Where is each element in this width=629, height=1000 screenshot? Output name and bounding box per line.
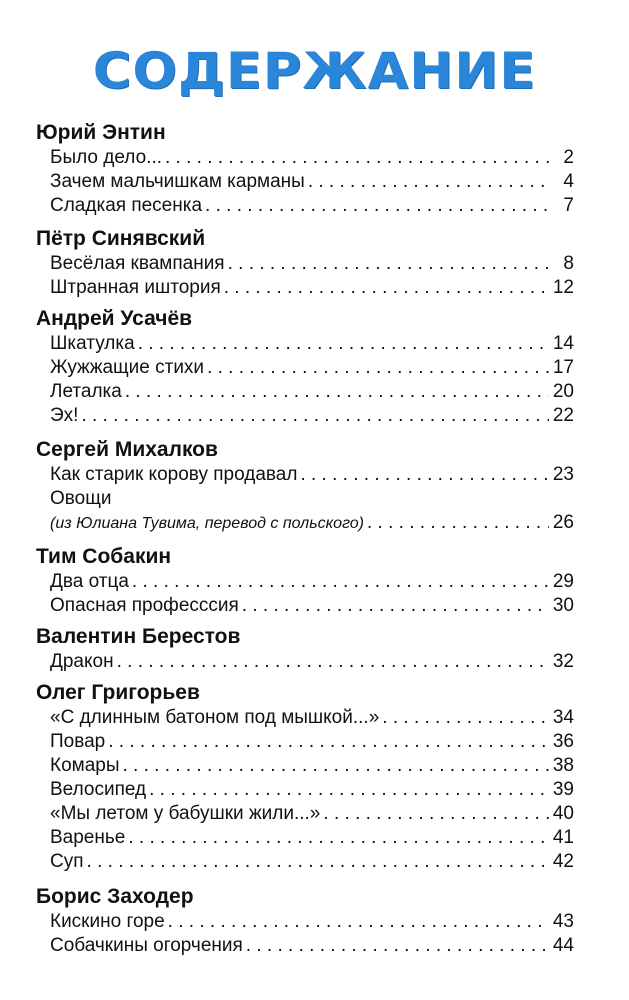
- author-name: Пётр Синявский: [36, 227, 206, 250]
- entry-title: «Мы летом у бабушки жили...»: [50, 803, 321, 824]
- page-number: 2: [563, 147, 574, 168]
- entry-title: Сладкая песенка: [50, 195, 203, 216]
- page-number: 4: [563, 171, 574, 192]
- entry-title: Шкатулка: [50, 333, 135, 354]
- entry-title: Дракон: [50, 651, 114, 672]
- entry-title: Было дело...: [50, 147, 162, 168]
- toc-entry[interactable]: [50, 252, 574, 276]
- leader-dots: [224, 276, 549, 300]
- entry-title: Суп: [50, 851, 84, 872]
- toc-entry[interactable]: [50, 332, 574, 356]
- leader-dots: [205, 194, 549, 218]
- leader-dots: [207, 356, 549, 380]
- leader-dots: [128, 826, 549, 850]
- toc-entry[interactable]: [50, 276, 574, 300]
- leader-dots: [123, 754, 550, 778]
- leader-dots: [228, 252, 549, 276]
- entry-title: Повар: [50, 731, 106, 752]
- leader-dots: [246, 934, 549, 958]
- entry-title: Опасная професссия: [50, 595, 239, 616]
- leader-dots: [323, 802, 549, 826]
- toc-entry[interactable]: [50, 356, 574, 380]
- toc-entry[interactable]: [50, 826, 574, 850]
- leader-dots: [125, 380, 549, 404]
- page-number: 40: [552, 803, 574, 824]
- leader-dots: [117, 650, 549, 674]
- page-number: 43: [552, 911, 574, 932]
- author-name: Андрей Усачёв: [36, 307, 193, 330]
- leader-dots: [108, 730, 549, 754]
- toc-entry[interactable]: [50, 778, 574, 802]
- author-name: Валентин Берестов: [36, 625, 241, 648]
- entry-title: Эх!: [50, 405, 79, 426]
- leader-dots: [81, 404, 549, 428]
- toc-entry[interactable]: [50, 594, 574, 618]
- author-name: Юрий Энтин: [36, 121, 166, 144]
- page-number: 39: [552, 779, 574, 800]
- toc-entry[interactable]: [50, 570, 574, 594]
- entry-title: Как старик корову продавал: [50, 464, 298, 485]
- author-name: Борис Заходер: [36, 885, 194, 908]
- page-number: 38: [552, 755, 574, 776]
- toc-entry[interactable]: [50, 910, 574, 934]
- page-number: 42: [552, 851, 574, 872]
- leader-dots: [382, 706, 549, 730]
- entry-note: (из Юлиана Тувима, перевод с польского): [50, 515, 364, 532]
- entry-title: Кискино горе: [50, 911, 165, 932]
- leader-dots: [132, 570, 549, 594]
- toc-entry[interactable]: [50, 146, 574, 170]
- toc-entry[interactable]: [50, 730, 574, 754]
- toc-entry[interactable]: [50, 463, 574, 487]
- leader-dots: [242, 594, 549, 618]
- entry-title: Штранная иштория: [50, 277, 221, 298]
- toc-section: [0, 624, 629, 674]
- entry-title-line[interactable]: Овощи: [50, 488, 112, 509]
- leader-dots: [138, 332, 549, 356]
- author-name: Сергей Михалков: [36, 438, 218, 461]
- page-number: 30: [552, 595, 574, 616]
- page-number: 41: [552, 827, 574, 848]
- entry-title: «С длинным батоном под мышкой...»: [50, 707, 380, 728]
- entry-title: Леталка: [50, 381, 122, 402]
- entry-title: Зачем мальчишкам карманы: [50, 171, 305, 192]
- toc-section: [0, 544, 629, 618]
- toc-section: [0, 884, 629, 958]
- entry-title: Собачкины огорчения: [50, 935, 243, 956]
- toc-section: [0, 680, 629, 874]
- toc-entry[interactable]: [50, 650, 574, 674]
- page-title: СОДЕРЖАНИЕ: [92, 42, 537, 100]
- page-number: 34: [552, 707, 574, 728]
- author-name: Тим Собакин: [36, 545, 172, 568]
- toc-entry[interactable]: [50, 404, 574, 428]
- toc-section: [0, 437, 629, 536]
- toc-section: [0, 306, 629, 428]
- entry-title: Два отца: [50, 571, 129, 592]
- entry-title: Велосипед: [50, 779, 147, 800]
- leader-dots: [300, 463, 549, 487]
- entry-title: Варенье: [50, 827, 126, 848]
- page-number: 36: [552, 731, 574, 752]
- toc-entry[interactable]: [50, 170, 574, 194]
- page-number: 29: [552, 571, 574, 592]
- toc-entry[interactable]: [50, 380, 574, 404]
- page-number: 14: [552, 333, 574, 354]
- author-name: Олег Григорьев: [36, 681, 200, 704]
- leader-dots: [367, 511, 549, 535]
- leader-dots: [168, 910, 549, 934]
- page-number: 26: [552, 512, 574, 533]
- leader-dots: [149, 778, 549, 802]
- leader-dots: [165, 146, 549, 170]
- entry-title: Жужжащие стихи: [50, 357, 205, 378]
- leader-dots: [308, 170, 549, 194]
- entry-title: Весёлая квампания: [50, 253, 225, 274]
- toc-entry[interactable]: [50, 934, 574, 958]
- toc-entry[interactable]: [50, 194, 574, 218]
- entry-title: Комары: [50, 755, 120, 776]
- page-number: 23: [552, 464, 574, 485]
- toc-entry[interactable]: [50, 802, 574, 826]
- page-number: 44: [552, 935, 574, 956]
- page-number: 22: [552, 405, 574, 426]
- page-number: 32: [552, 651, 574, 672]
- toc-entry[interactable]: [50, 754, 574, 778]
- toc-entry[interactable]: [50, 850, 574, 874]
- leader-dots: [87, 850, 549, 874]
- toc-entry[interactable]: [50, 511, 574, 536]
- toc-section: [0, 226, 629, 300]
- toc-section: [0, 120, 629, 218]
- page-number: 20: [552, 381, 574, 402]
- toc-entry[interactable]: [50, 706, 574, 730]
- page-number: 7: [563, 195, 574, 216]
- page-number: 17: [552, 357, 574, 378]
- page-number: 8: [563, 253, 574, 274]
- page-number: 12: [552, 277, 574, 298]
